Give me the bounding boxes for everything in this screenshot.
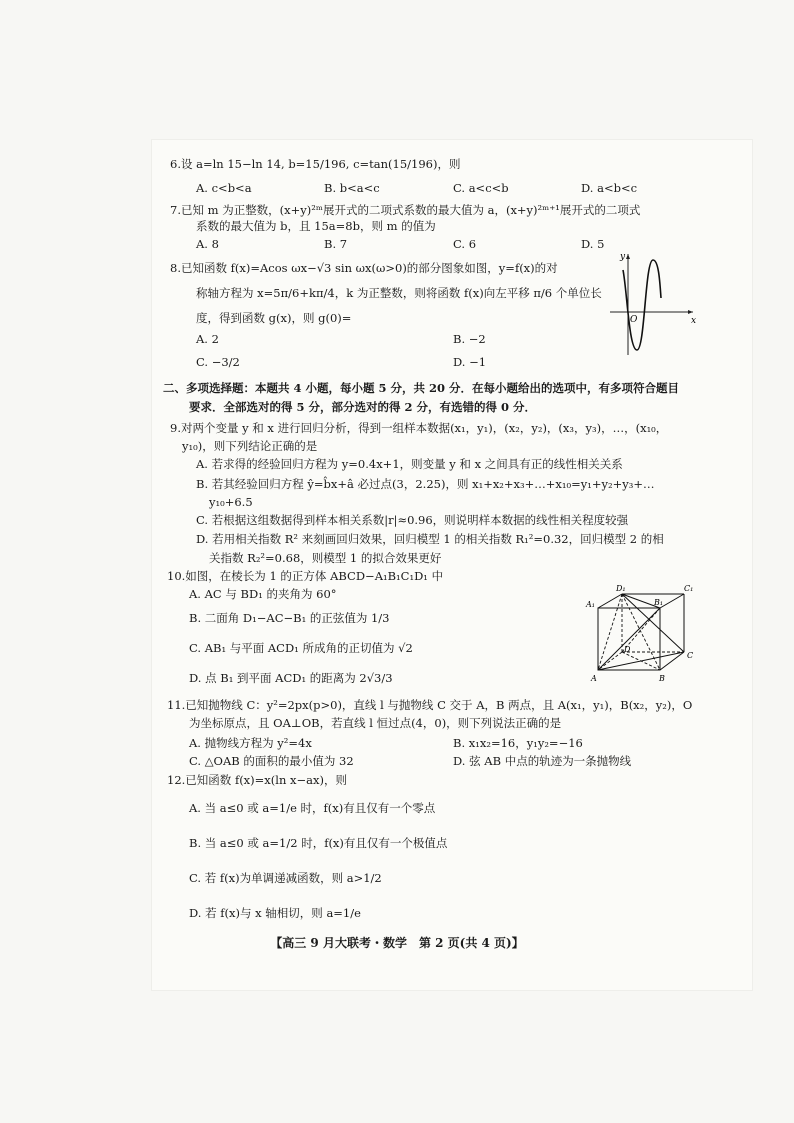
q7-option-c: C. 6	[453, 237, 477, 251]
q11-stem-line2: 为坐标原点，且 OA⊥OB，若直线 l 恒过点(4，0)，则下列说法正确的是	[189, 716, 562, 730]
q7-option-d: D. 5	[581, 237, 605, 251]
cube-label-a: A	[591, 674, 597, 683]
q11-option-a: A. 抛物线方程为 y²=4x	[189, 736, 312, 750]
q8-stem-line2: 称轴方程为 x=5π/6+kπ/4，k 为正整数，则将函数 f(x)向左平移 π/6 个单位长	[196, 286, 602, 300]
q12-stem: 12.已知函数 f(x)=x(ln x−ax)，则	[167, 773, 347, 787]
q10-option-c: C. AB₁ 与平面 ACD₁ 所成角的正切值为 √2	[189, 641, 413, 655]
q9-option-d: D. 若用相关指数 R² 来刻画回归效果，回归模型 1 的相关指数 R₁²=0.32，回归模型 2 的相	[196, 532, 664, 546]
q11-option-b: B. x₁x₂=16，y₁y₂=−16	[453, 736, 583, 750]
q9-option-a: A. 若求得的经验回归方程为 y=0.4x+1，则变量 y 和 x 之间具有正的线性相关关系	[196, 457, 623, 471]
page-footer: 【高三 9 月大联考・数学 第 2 页(共 4 页)】	[270, 936, 524, 950]
q6-option-a: A. c<b<a	[196, 181, 252, 195]
q8-option-a: A. 2	[196, 332, 219, 346]
cube-label-d: D	[624, 645, 631, 654]
q9-option-b: B. 若其经验回归方程 ŷ=b̂x+â 必过点(3，2.25)，则 x₁+x₂+x₃+…+x₁₀=y₁+y₂+y₃+…	[196, 477, 655, 491]
q7-option-b: B. 7	[324, 237, 348, 251]
q12-option-a: A. 当 a≤0 或 a=1/e 时，f(x)有且仅有一个零点	[189, 801, 436, 815]
q10-option-a: A. AC 与 BD₁ 的夹角为 60°	[189, 587, 337, 601]
q8-stem-line3: 度，得到函数 g(x)，则 g(0)=	[196, 311, 352, 325]
q8-option-b: B. −2	[453, 332, 486, 346]
cube-label-c: C	[687, 651, 694, 660]
cube-label-d1: D₁	[616, 584, 626, 593]
graph-x-label: x	[691, 316, 697, 326]
cube-label-a1: A₁	[586, 600, 595, 609]
q12-option-b: B. 当 a≤0 或 a=1/2 时，f(x)有且仅有一个极值点	[189, 836, 448, 850]
q11-option-d: D. 弦 AB 中点的轨迹为一条抛物线	[453, 754, 632, 768]
cube-label-b: B	[659, 674, 665, 683]
q6-stem: 6.设 a=ln 15−ln 14, b=15/196, c=tan(15/196)，则	[170, 157, 461, 171]
q8-function-graph	[605, 250, 700, 360]
q7-stem-line2: 系数的最大值为 b，且 15a=8b，则 m 的值为	[196, 219, 436, 233]
q7-option-a: A. 8	[196, 237, 219, 251]
graph-y-label: y	[620, 252, 626, 262]
q9-option-c: C. 若根据这组数据得到样本相关系数|r|≈0.96，则说明样本数据的线性相关程度较强	[196, 513, 629, 527]
q8-stem-line1: 8.已知函数 f(x)=Acos ωx−√3 sin ωx(ω>0)的部分图象如图，y=f(x)的对	[170, 261, 558, 275]
q10-option-d: D. 点 B₁ 到平面 ACD₁ 的距离为 2√3/3	[189, 671, 393, 685]
q10-cube-figure	[584, 580, 699, 685]
q6-option-c: C. a<c<b	[453, 181, 509, 195]
q8-option-d: D. −1	[453, 355, 487, 369]
cube-label-b1: B₁	[654, 598, 664, 607]
section2-heading-line1: 二、多项选择题：本题共 4 小题，每小题 5 分，共 20 分．在每小题给出的选项中，有多项符合题目	[163, 381, 680, 395]
section2-heading-line2: 要求．全部选对的得 5 分，部分选对的得 2 分，有选错的得 0 分．	[189, 400, 537, 414]
q9-option-b-cont: y₁₀+6.5	[209, 495, 253, 509]
graph-origin-label: O	[630, 315, 638, 325]
q10-option-b: B. 二面角 D₁−AC−B₁ 的正弦值为 1/3	[189, 611, 390, 625]
q8-option-c: C. −3/2	[196, 355, 240, 369]
q9-option-d-cont: 关指数 R₂²=0.68，则模型 1 的拟合效果更好	[209, 551, 442, 565]
q6-option-d: D. a<b<c	[581, 181, 638, 195]
cube-label-c1: C₁	[684, 584, 694, 593]
q12-option-d: D. 若 f(x)与 x 轴相切，则 a=1/e	[189, 906, 361, 920]
q11-stem-line1: 11.已知抛物线 C：y²=2px(p>0)，直线 l 与抛物线 C 交于 A，B 两点，且 A(x₁，y₁)，B(x₂，y₂)，O	[167, 698, 693, 712]
q9-stem-line2: y₁₀)，则下列结论正确的是	[182, 439, 318, 453]
q10-stem: 10.如图，在棱长为 1 的正方体 ABCD−A₁B₁C₁D₁ 中	[167, 569, 444, 583]
q12-option-c: C. 若 f(x)为单调递减函数，则 a>1/2	[189, 871, 382, 885]
q7-stem-line1: 7.已知 m 为正整数，(x+y)²ᵐ展开式的二项式系数的最大值为 a，(x+y)²ᵐ⁺¹展开式的二项式	[170, 203, 641, 217]
q6-option-b: B. b<a<c	[324, 181, 380, 195]
q9-stem-line1: 9.对两个变量 y 和 x 进行回归分析，得到一组样本数据(x₁，y₁)，(x₂，y₂)，(x₃，y₃)，…，(x₁₀，	[170, 421, 668, 435]
q11-option-c: C. △OAB 的面积的最小值为 32	[189, 754, 354, 768]
